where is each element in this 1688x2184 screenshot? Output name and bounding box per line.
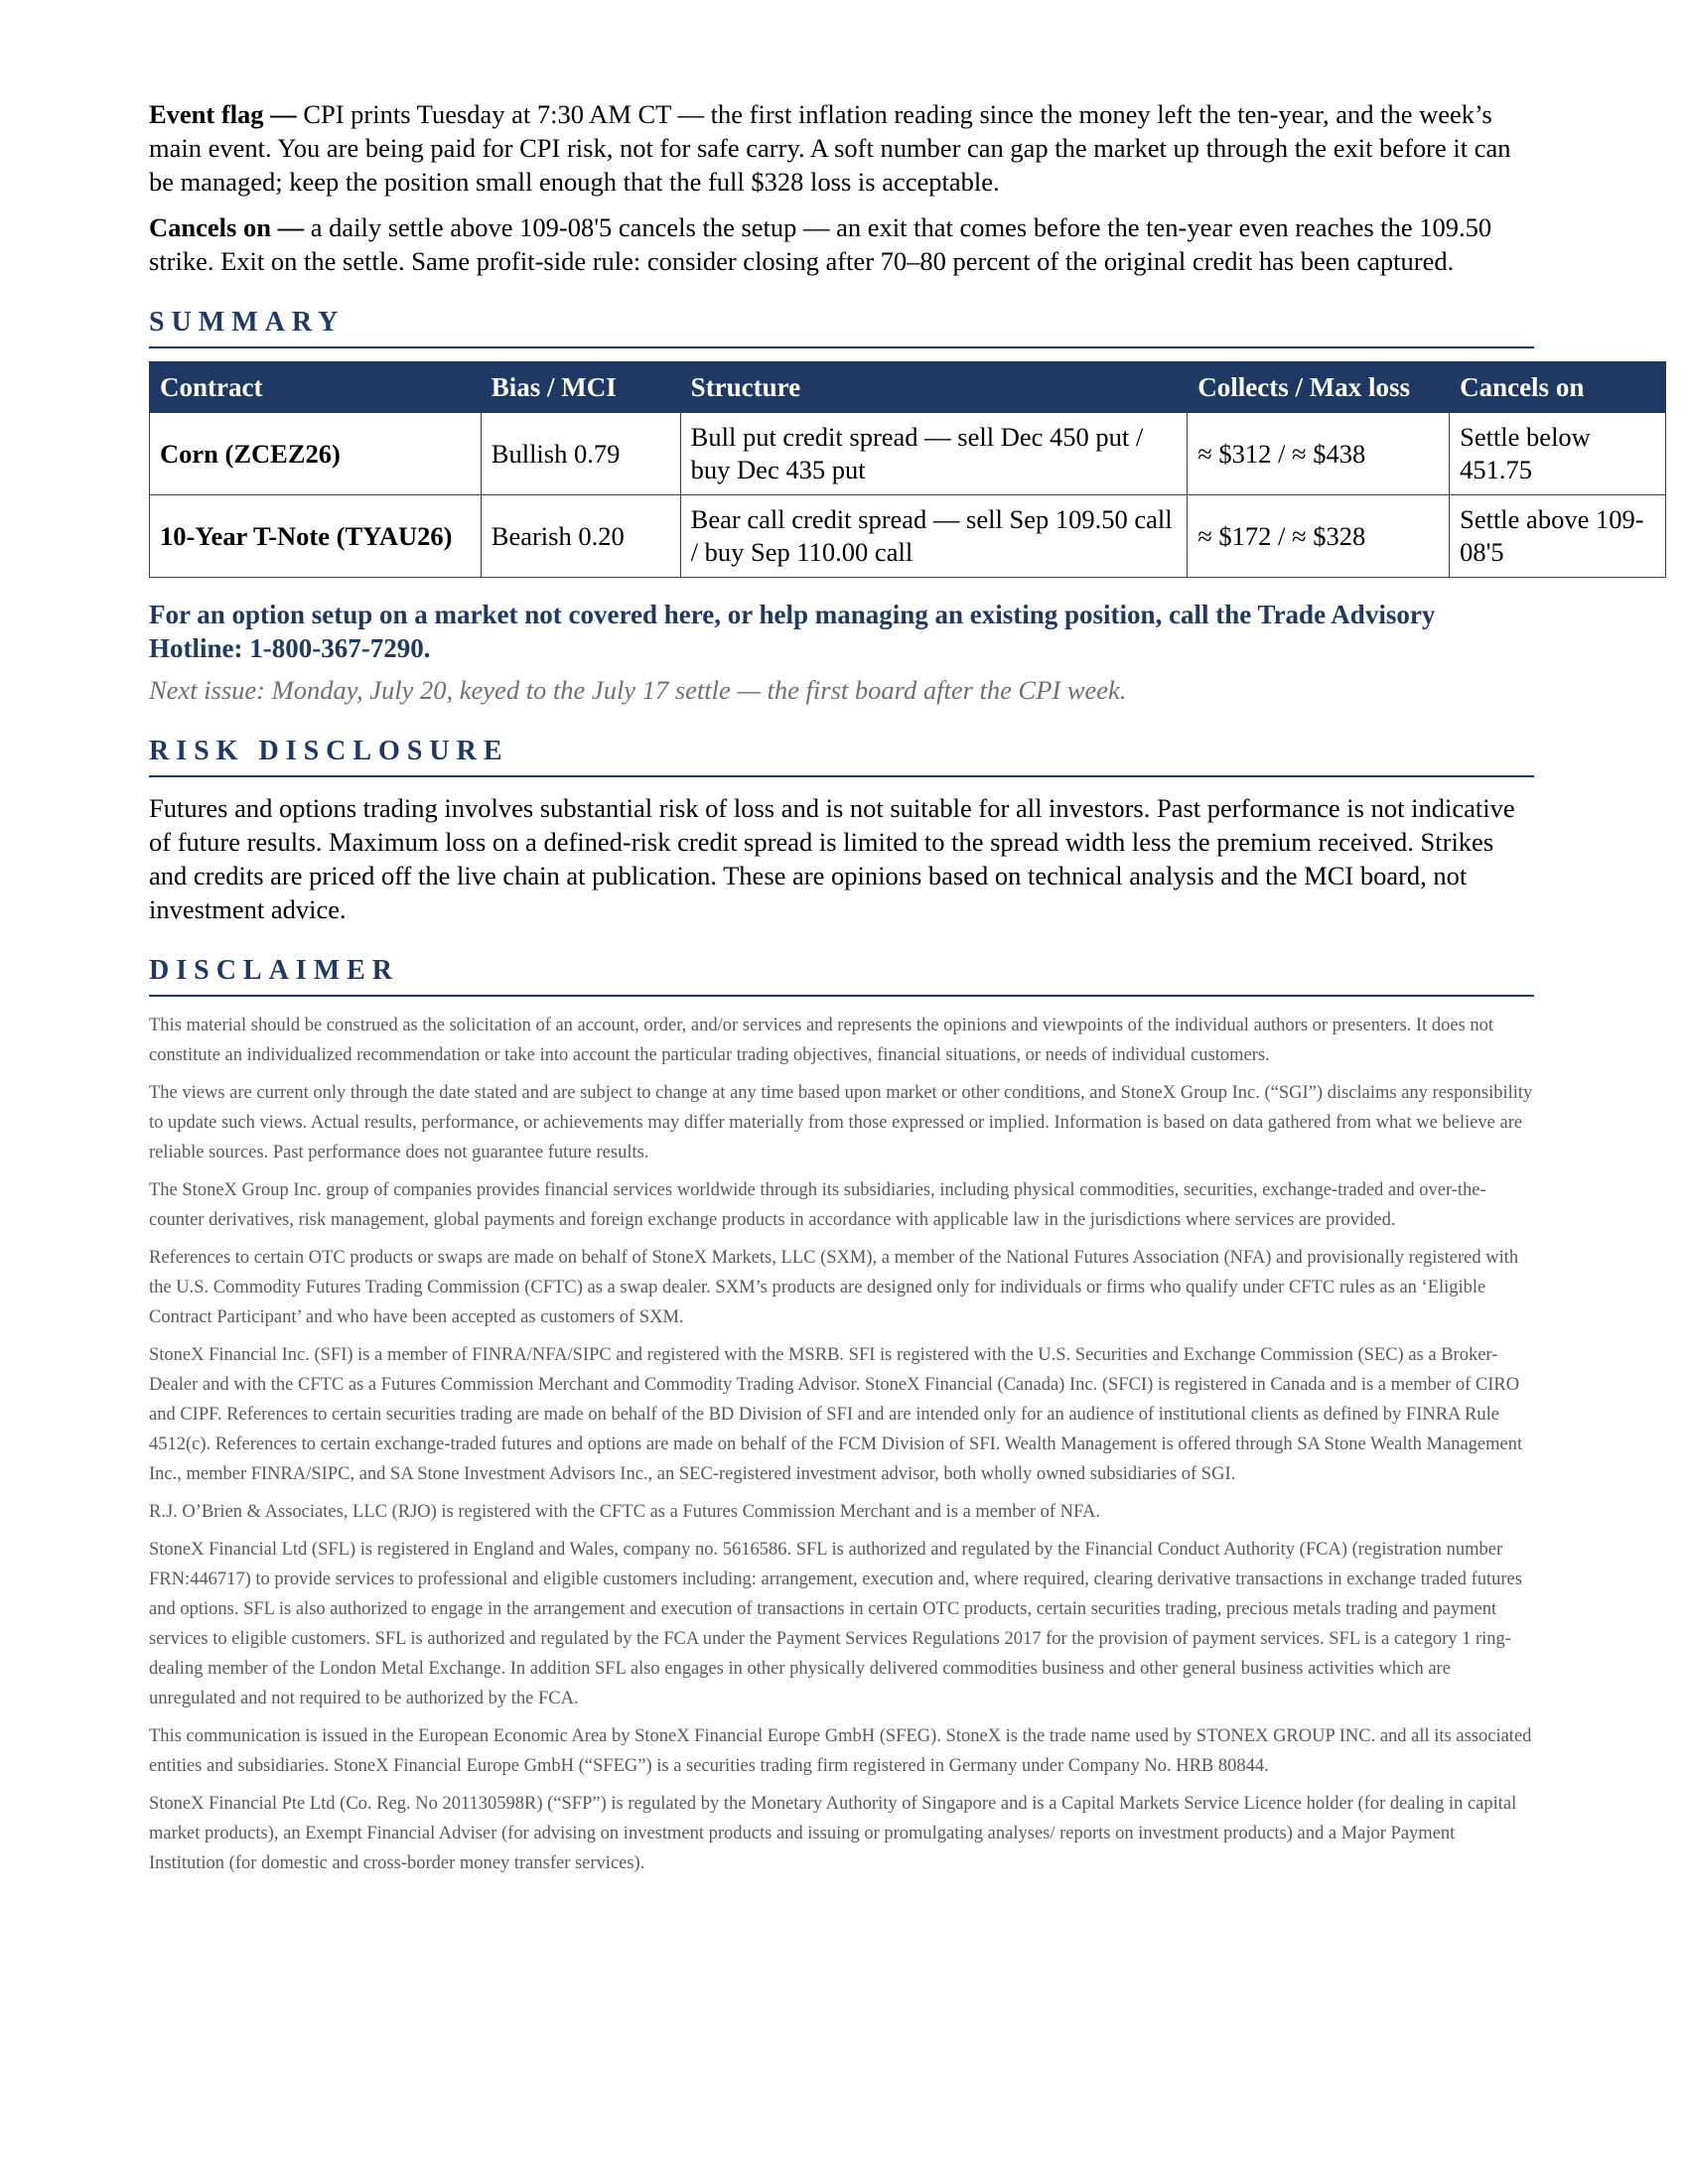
risk-disclosure-text: Futures and options trading involves substantial risk of loss and is not suitable for all investors. Past performance is not indicative of future results. Maximum loss on a defined-risk credit spread is limited to the spread width less the premium received. Strikes and credits are priced off the live chain at publication. These are opinions based on technical analysis and the MCI board, not investment advice. [149, 793, 1515, 924]
cell-contract: 10-Year T-Note (TYAU26) [150, 495, 482, 578]
risk-disclosure-heading: RISK DISCLOSURE [149, 735, 1534, 777]
disclaimer-paragraph: StoneX Financial Pte Ltd (Co. Reg. No 201130598R) (“SFP”) is regulated by the Monetary Authority of Singapore and is a Capital Markets Service Licence holder (for dealing in capital market products), an Exempt Financial Adviser (for advising on investment products and issuing or promulgating analyses/ reports on investment products) and a Major Payment Institution (for domestic and cross-border money transfer services). [149, 1794, 1517, 1873]
cell-collects: ≈ $312 / ≈ $438 [1188, 413, 1450, 495]
table-row [150, 495, 1666, 578]
cell-cancels: Settle below 451.75 [1450, 413, 1666, 495]
disclaimer-paragraph: StoneX Financial Ltd (SFL) is registered in England and Wales, company no. 5616586. SFL is authorized and regulated by the Financial Conduct Authority (FCA) (registration number FRN:446717) to provide services to professional and eligible customers including: arrangement, execution and, where required, clearing derivative transactions in exchange traded futures and options. SFL is also authorized to engage in the arrangement and execution of transactions in certain OTC products, certain securities trading, precious metals trading and payment services to eligible customers. SFL is authorized and regulated by the FCA under the Payment Services Regulations 2017 for the provision of payment services. SFL is a category 1 ring-dealing member of the London Metal Exchange. In addition SFL also engages in other physically delivered commodities business and other general business activities which are unregulated and not required to be authorized by the FCA. [149, 1540, 1522, 1708]
header-bias: Bias / MCI [481, 362, 680, 413]
header-contract: Contract [150, 362, 482, 413]
disclaimer-paragraph: This communication is issued in the European Economic Area by StoneX Financial Europe GmbH (SFEG). StoneX is the trade name used by STONEX GROUP INC. and all its associated entities and subsidiaries. StoneX Financial Europe GmbH (“SFEG”) is a securities trading firm registered in Germany under Company No. HRB 80844. [149, 1726, 1532, 1776]
header-cancels: Cancels on [1450, 362, 1666, 413]
disclaimer-paragraph: The views are current only through the date stated and are subject to change at any time based upon market or other conditions, and StoneX Group Inc. (“SGI”) disclaims any responsibility to update such views. Actual results, performance, or achievements may differ materially from those expressed or implied. Information is based on data gathered from what we believe are reliable sources. Past performance does not guarantee future results. [149, 1083, 1533, 1162]
cell-structure: Bull put credit spread — sell Dec 450 put / buy Dec 435 put [680, 413, 1188, 495]
cell-structure: Bear call credit spread — sell Sep 109.50 call / buy Sep 110.00 call [680, 495, 1188, 578]
disclaimer-body [149, 1011, 1534, 1878]
hotline-callout: For an option setup on a market not covered here, or help managing an existing position, call the Trade Advisory Hotline: 1-800-367-7290. [149, 600, 1436, 663]
disclaimer-heading: DISCLAIMER [149, 954, 1534, 997]
summary-table [149, 361, 1666, 578]
cell-bias: Bearish 0.20 [481, 495, 680, 578]
disclaimer-paragraph: References to certain OTC products or swaps are made on behalf of StoneX Markets, LLC (SXM), a member of the National Futures Association (NFA) and provisionally registered with the U.S. Commodity Futures Trading Commission (CFTC) as a swap dealer. SXM’s products are designed only for individuals or firms who qualify under CFTC rules as an ‘Eligible Contract Participant’ and who have been accepted as customers of SXM. [149, 1248, 1519, 1327]
disclaimer-paragraph: StoneX Financial Inc. (SFI) is a member of FINRA/NFA/SIPC and registered with the MSRB. SFI is registered with the U.S. Securities and Exchange Commission (SEC) as a Broker-Dealer and with the CFTC as a Futures Commission Merchant and Commodity Trading Advisor. StoneX Financial (Canada) Inc. (SFCI) is registered in Canada and is a member of CIRO and CIPF. References to certain securities trading are made on behalf of the BD Division of SFI and are intended only for an audience of institutional clients as defined by FINRA Rule 4512(c). References to certain exchange-traded futures and options are made on behalf of the FCM Division of SFI. Wealth Management is offered through SA Stone Wealth Management Inc., member FINRA/SIPC, and SA Stone Investment Advisors Inc., an SEC-registered investment advisor, both wholly owned subsidiaries of SGI. [149, 1345, 1523, 1484]
event-flag-paragraph [149, 97, 1534, 199]
event-flag-text: CPI prints Tuesday at 7:30 AM CT — the first inflation reading since the money left the ten-year, and the week’s main event. You are being paid for CPI risk, not for safe carry. A soft number can gap the market up through the exit before it can be managed; keep the position small enough that the full $328 loss is acceptable. [149, 99, 1511, 197]
document-page [149, 97, 1644, 1886]
cancels-on-label: Cancels on — [149, 212, 305, 242]
disclaimer-paragraph: The StoneX Group Inc. group of companies provides financial services worldwide through its subsidiaries, including physical commodities, securities, exchange-traded and over-the-counter derivatives, risk management, global payments and foreign exchange products in accordance with applicable law in the jurisdictions where services are provided. [149, 1180, 1486, 1230]
table-row [150, 413, 1666, 495]
disclaimer-paragraph: R.J. O’Brien & Associates, LLC (RJO) is registered with the CFTC as a Futures Commission Merchant and is a member of NFA. [149, 1502, 1100, 1522]
cell-bias: Bullish 0.79 [481, 413, 680, 495]
summary-header-row [150, 362, 1666, 413]
cancels-on-paragraph [149, 210, 1534, 278]
header-structure: Structure [680, 362, 1188, 413]
cancels-on-text: a daily settle above 109-08'5 cancels the setup — an exit that comes before the ten-year even reaches the 109.50 strike. Exit on the settle. Same profit-side rule: consider closing after 70–80 percent of the original credit has been captured. [149, 212, 1492, 276]
event-flag-label: Event flag — [149, 99, 297, 129]
cell-collects: ≈ $172 / ≈ $328 [1188, 495, 1450, 578]
header-collects: Collects / Max loss [1188, 362, 1450, 413]
cell-contract: Corn (ZCEZ26) [150, 413, 482, 495]
disclaimer-paragraph: This material should be construed as the solicitation of an account, order, and/or services and represents the opinions and viewpoints of the individual authors or presenters. It does not constitute an individualized recommendation or take into account the particular trading objectives, financial situations, or needs of individual customers. [149, 1016, 1494, 1065]
summary-heading: SUMMARY [149, 306, 1534, 348]
next-issue-note: Next issue: Monday, July 20, keyed to the July 17 settle — the first board after the CPI week. [149, 675, 1127, 705]
cell-cancels: Settle above 109-08'5 [1450, 495, 1666, 578]
